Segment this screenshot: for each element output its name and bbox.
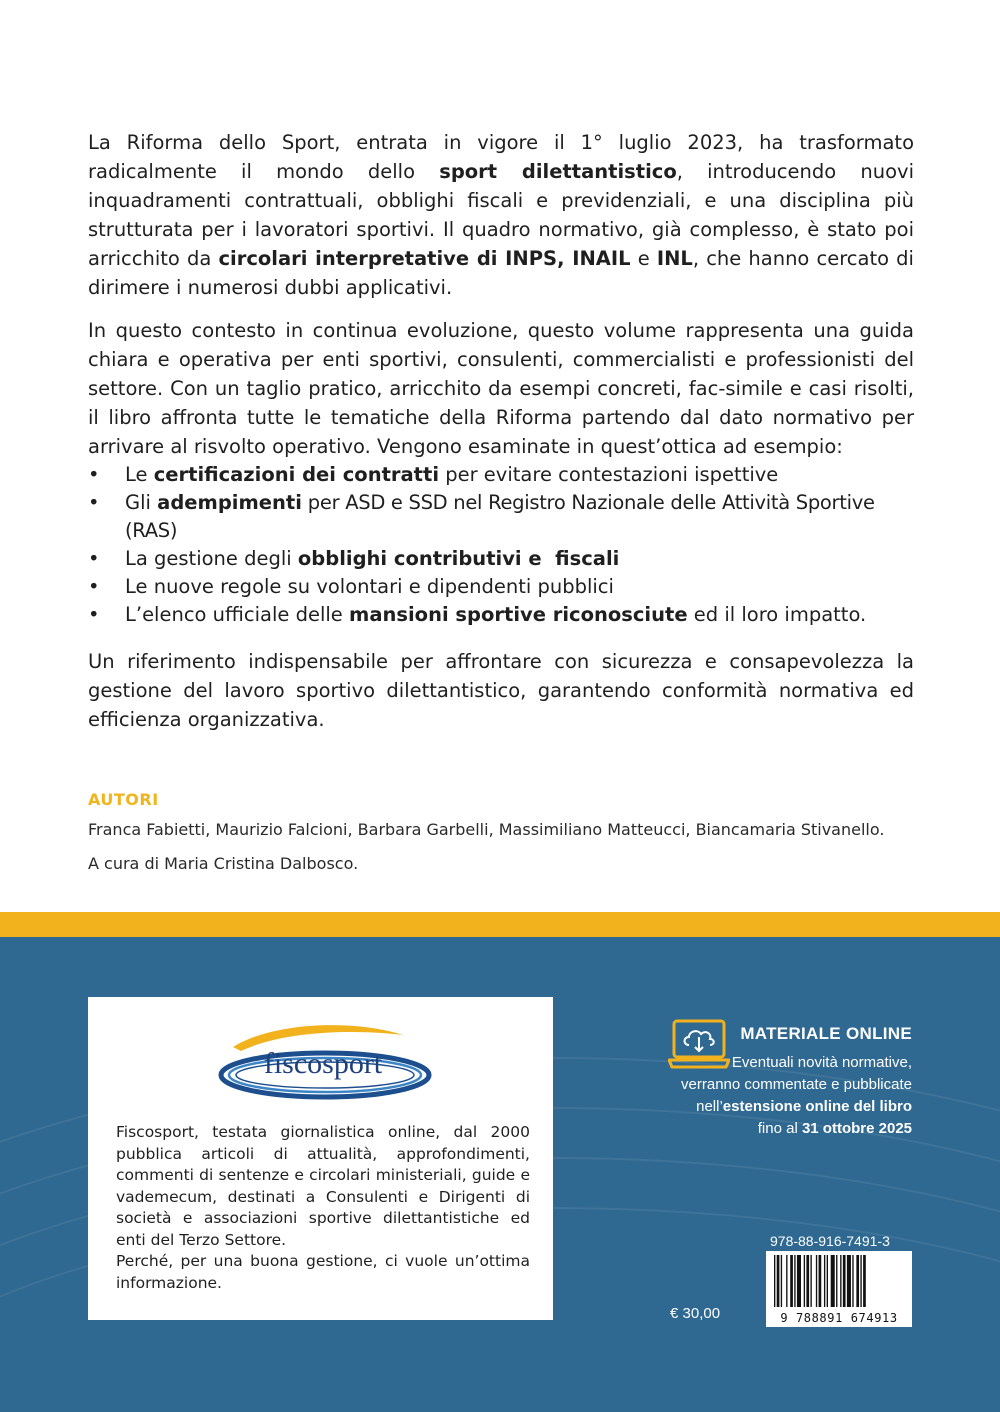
text: , che hanno cercato di dirimere i numerosi dubbi applicativi. bbox=[88, 247, 914, 299]
topics-list bbox=[88, 461, 914, 629]
authors-names: Franca Fabietti, Maurizio Falcioni, Barbara Garbelli, Massimiliano Matteucci, Biancamaria Stivanello. bbox=[88, 820, 885, 839]
bullet: • bbox=[88, 463, 100, 486]
blurb-paragraph-2: In questo contesto in continua evoluzione, questo volume rappresenta una guida chiara e operativa per enti sportivi, consulenti, commercialisti e professionisti del settore. Con un taglio pratico, arricchito da esempi concreti, fac-simile e casi risolti, il libro affronta tutte le tematiche della Riforma partendo dal dato normativo per arrivare al risvolto operativo. Vengono esaminate in quest’ottica ad esempio: bbox=[88, 319, 914, 458]
online-material bbox=[652, 1018, 912, 1140]
barcode-bar bbox=[827, 1255, 828, 1307]
barcode-bar bbox=[797, 1255, 801, 1307]
price: € 30,00 bbox=[670, 1305, 721, 1322]
emphasis: sport dilettantistico bbox=[439, 160, 677, 183]
barcode-bar bbox=[819, 1255, 822, 1307]
isbn: 978-88-916-7491-3 bbox=[770, 1233, 890, 1249]
barcode-bar bbox=[840, 1255, 841, 1307]
logo-wordmark: fiscosport bbox=[263, 1047, 383, 1080]
barcode-bar bbox=[816, 1255, 817, 1307]
authors-heading: AUTORI bbox=[88, 790, 159, 809]
online-description bbox=[652, 1052, 912, 1140]
online-line: Eventuali novità normative, bbox=[731, 1054, 912, 1071]
barcode-bar bbox=[790, 1255, 793, 1307]
barcode-bar bbox=[794, 1255, 795, 1307]
blurb bbox=[88, 128, 914, 748]
editor-credit: A cura di Maria Cristina Dalbosco. bbox=[88, 854, 359, 873]
text: ed il loro impatto. bbox=[687, 603, 867, 626]
online-line bbox=[652, 1096, 912, 1118]
barcode-bar bbox=[786, 1255, 787, 1307]
text: fino al bbox=[757, 1120, 802, 1137]
barcode bbox=[766, 1251, 912, 1327]
text: Le nuove regole su volontari e dipendenti pubblici bbox=[125, 575, 614, 598]
list-item bbox=[88, 601, 914, 629]
barcode-bar bbox=[804, 1255, 805, 1307]
yellow-stripe bbox=[0, 912, 1000, 937]
emphasis: certificazioni dei contratti bbox=[153, 463, 440, 486]
barcode-bar bbox=[856, 1255, 859, 1307]
text: nell’ bbox=[696, 1098, 723, 1115]
publisher-box bbox=[88, 997, 553, 1320]
emphasis: obblighi contributivi e fiscali bbox=[297, 547, 620, 570]
barcode-bar bbox=[831, 1255, 835, 1307]
emphasis: adempimenti bbox=[157, 491, 302, 514]
list-item bbox=[88, 461, 914, 489]
list-item bbox=[88, 545, 914, 573]
list-item bbox=[88, 573, 914, 601]
barcode-bar bbox=[847, 1255, 851, 1307]
barcode-bar bbox=[777, 1255, 780, 1307]
publisher-tagline: Perché, per una buona gestione, ci vuole un’ottima informazione. bbox=[116, 1252, 530, 1292]
emphasis: mansioni sportive riconosciute bbox=[349, 603, 688, 626]
barcode-bar bbox=[810, 1255, 811, 1307]
barcode-bar bbox=[774, 1255, 775, 1307]
barcode-bar bbox=[852, 1255, 853, 1307]
blurb-paragraph-1 bbox=[88, 128, 914, 302]
online-line bbox=[652, 1118, 912, 1140]
bullet: • bbox=[88, 603, 100, 626]
fiscosport-logo bbox=[213, 1017, 433, 1107]
publisher-description-block bbox=[116, 1122, 530, 1294]
text: La Riforma dello Sport, entrata in vigore il 1° luglio 2023, ha trasformato radicalmente il mondo dello bbox=[88, 131, 914, 183]
emphasis: circolari interpretative di INPS, INAIL bbox=[218, 247, 631, 270]
online-line: verranno commentate e pubblicate bbox=[681, 1076, 912, 1093]
text: , introducendo nuovi inquadramenti contrattuali, obblighi fiscali e previdenziali, e una disciplina più strutturata per i lavoratori sportivi. Il quadro normativo, già complesso, è stato poi arricchito da bbox=[88, 160, 915, 270]
barcode-digits: 9 788891 674913 bbox=[780, 1311, 898, 1325]
barcode-bar bbox=[806, 1255, 809, 1307]
publisher-description: Fiscosport, testata giornalistica online, dal 2000 pubblica articoli di attualità, approfondimenti, commenti di sentenze e circolari ministeriali, guide e vademecum, destinati a Consulenti e Dirigenti di società e associazioni sportive dilettantistiche ed enti del Terzo Settore. bbox=[116, 1123, 530, 1249]
barcode-bar bbox=[843, 1255, 846, 1307]
text: per evitare contestazioni ispettive bbox=[439, 463, 779, 486]
barcode-bar bbox=[860, 1255, 861, 1307]
text: L’elenco ufficiale delle bbox=[125, 603, 350, 626]
emphasis: estensione online del libro bbox=[722, 1098, 912, 1115]
text: Gli bbox=[125, 491, 158, 514]
bullet: • bbox=[88, 491, 100, 514]
list-item bbox=[88, 489, 914, 545]
online-title: MATERIALE ONLINE bbox=[740, 1024, 912, 1043]
emphasis: INL bbox=[656, 247, 693, 270]
barcode-bar bbox=[781, 1255, 782, 1307]
emphasis: 31 ottobre 2025 bbox=[801, 1120, 912, 1137]
text: Le bbox=[125, 463, 154, 486]
blurb-paragraph-3: Un riferimento indispensabile per affrontare con sicurezza e consapevolezza la gestione del lavoro sportivo dilettantistico, garantendo conformità normativa ed efficienza organizzativa. bbox=[88, 650, 914, 731]
text: e bbox=[630, 247, 657, 270]
barcode-bar bbox=[824, 1255, 825, 1307]
barcode-bars bbox=[766, 1251, 912, 1311]
barcode-bar bbox=[836, 1255, 837, 1307]
barcode-bar bbox=[863, 1255, 866, 1307]
text: per ASD e SSD nel Registro Nazionale delle Attività Sportive (RAS) bbox=[125, 491, 875, 542]
text: La gestione degli bbox=[125, 547, 298, 570]
bullet: • bbox=[88, 575, 100, 598]
bullet: • bbox=[88, 547, 100, 570]
